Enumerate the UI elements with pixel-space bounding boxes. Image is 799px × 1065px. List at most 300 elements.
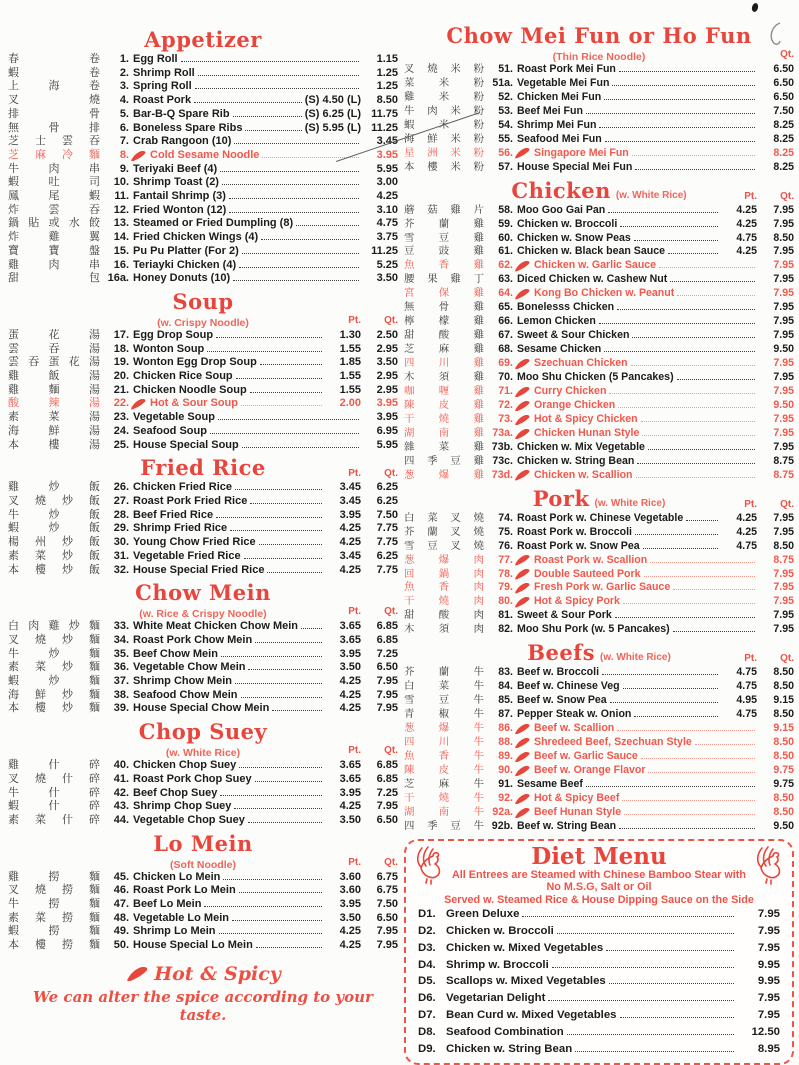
chinese-character: 酸 bbox=[438, 330, 450, 342]
chinese-character: 肉 bbox=[28, 620, 40, 633]
item-chinese bbox=[8, 397, 100, 411]
item-number: 24. bbox=[113, 424, 129, 437]
item-chinese bbox=[404, 779, 484, 792]
chinese-character: 豆 bbox=[450, 455, 461, 467]
hot-spicy-footer bbox=[8, 963, 398, 1024]
item-name: Shrimp Chop Suey bbox=[133, 800, 232, 813]
chinese-character: 燒 bbox=[35, 494, 46, 507]
chinese-character: 四 bbox=[404, 737, 415, 749]
item-chinese bbox=[404, 527, 484, 540]
section-subtitle-row bbox=[8, 857, 398, 870]
chinese-character: 湯 bbox=[89, 424, 100, 437]
item-price: 9.75 bbox=[773, 763, 794, 776]
menu-item bbox=[404, 287, 794, 301]
chinese-character: 鳳 bbox=[8, 190, 19, 203]
chinese-character: 雲 bbox=[8, 342, 19, 355]
chinese-character: 牛 bbox=[473, 737, 484, 749]
item-name: Beef Mei Fun bbox=[517, 104, 583, 117]
menu-section-mei-fun bbox=[404, 24, 794, 175]
item-price: 3.95 bbox=[376, 411, 398, 424]
item-price: 8.25 bbox=[773, 160, 794, 173]
item-name: Boneless Spare Ribs bbox=[133, 121, 243, 134]
chili-icon bbox=[515, 148, 530, 159]
chinese-character: 炒 bbox=[62, 536, 73, 549]
item-chinese bbox=[8, 176, 100, 190]
chinese-character: 麵 bbox=[89, 925, 100, 938]
menu-item bbox=[404, 161, 794, 175]
chinese-character: 素 bbox=[8, 813, 19, 826]
chinese-character: 雞 bbox=[473, 427, 484, 439]
chinese-character: 雞 bbox=[8, 481, 19, 494]
dotted-leader bbox=[619, 71, 755, 72]
chinese-character: 蝦 bbox=[89, 190, 100, 203]
chinese-character: 葱 bbox=[404, 469, 415, 481]
section-title: Chop Suey bbox=[138, 719, 268, 745]
item-name: Vegetable Soup bbox=[133, 411, 215, 424]
chinese-character: 牛 bbox=[473, 778, 484, 790]
dotted-leader bbox=[239, 892, 322, 893]
dotted-leader bbox=[623, 688, 718, 689]
item-price: 6.50 bbox=[773, 90, 794, 103]
chinese-character: 牛 bbox=[473, 764, 484, 776]
menu-item bbox=[8, 634, 398, 648]
item-name: Seafood Mei Fun bbox=[517, 132, 602, 145]
item-number: 50. bbox=[113, 939, 129, 952]
item-name: Shrimp Fried Rice bbox=[133, 522, 228, 535]
chili-icon bbox=[515, 583, 530, 594]
menu-item bbox=[404, 568, 794, 582]
chinese-character: 香 bbox=[438, 750, 450, 762]
dotted-leader bbox=[643, 548, 718, 549]
price-column-headers bbox=[324, 468, 398, 479]
chinese-character: 上 bbox=[8, 80, 19, 93]
chinese-character: 雞 bbox=[473, 330, 484, 342]
dotted-leader bbox=[604, 351, 755, 352]
item-number: 31. bbox=[113, 549, 129, 562]
pt-column-label: Pt. bbox=[744, 190, 757, 202]
chinese-character: 湯 bbox=[89, 370, 100, 383]
item-chinese bbox=[8, 231, 100, 245]
item-name: Fresh Pork w. Garlic Sauce bbox=[534, 581, 671, 594]
item-name: Beef Chow Mein bbox=[133, 647, 218, 660]
chinese-character: 肉 bbox=[48, 162, 60, 175]
item-price-pt: 3.50 bbox=[339, 813, 361, 826]
dotted-leader bbox=[241, 697, 323, 698]
item-chinese bbox=[8, 411, 100, 425]
dotted-leader bbox=[548, 1000, 734, 1001]
dotted-leader bbox=[229, 212, 359, 213]
item-name: Roast Pork w. Broccoli bbox=[517, 525, 632, 538]
dotted-leader bbox=[602, 674, 718, 675]
item-chinese bbox=[8, 272, 100, 286]
diet-menu-item bbox=[418, 923, 780, 940]
menu-item bbox=[404, 259, 794, 273]
item-price-pt: 4.25 bbox=[736, 245, 757, 258]
item-number: 85. bbox=[498, 694, 513, 707]
item-chinese bbox=[404, 624, 484, 637]
dotted-leader bbox=[267, 572, 322, 573]
chinese-character: 燒 bbox=[438, 596, 450, 608]
dotted-leader bbox=[637, 463, 755, 464]
menu-item bbox=[404, 147, 794, 161]
chili-icon bbox=[515, 808, 530, 819]
chinese-character: 菜 bbox=[438, 441, 450, 453]
chinese-character: 什 bbox=[48, 786, 60, 799]
dotted-leader bbox=[221, 656, 322, 657]
item-number: 17. bbox=[113, 328, 129, 341]
menu-item bbox=[404, 245, 794, 259]
chinese-character: 牛 bbox=[8, 898, 19, 911]
item-price: 3.00 bbox=[376, 176, 398, 189]
menu-item bbox=[404, 526, 794, 540]
item-chinese bbox=[8, 759, 100, 773]
menu-section-beefs bbox=[404, 641, 794, 833]
chinese-character: 雞 bbox=[404, 91, 415, 103]
item-price: 8.50 bbox=[376, 94, 398, 107]
item-number: 80. bbox=[498, 595, 513, 608]
qt-column-label: Qt. bbox=[780, 498, 794, 510]
dotted-leader bbox=[198, 75, 359, 76]
item-chinese bbox=[404, 582, 484, 595]
menu-item bbox=[8, 564, 398, 578]
item-number: 61. bbox=[498, 245, 513, 258]
chinese-character: 湯 bbox=[89, 328, 100, 341]
item-price-qt: 7.95 bbox=[376, 688, 398, 701]
item-price: 8.75 bbox=[773, 468, 794, 481]
item-number: 59. bbox=[498, 217, 513, 230]
item-price: 9.50 bbox=[773, 343, 794, 356]
item-price: 7.95 bbox=[757, 1008, 780, 1021]
item-name: Singapore Mei Fun bbox=[534, 146, 629, 159]
chinese-character: 飯 bbox=[89, 494, 100, 507]
item-price-qt: 6.25 bbox=[376, 494, 398, 507]
section-header bbox=[8, 720, 398, 744]
menu-item bbox=[404, 722, 794, 736]
item-number: 39. bbox=[113, 702, 129, 715]
menu-item bbox=[8, 648, 398, 662]
item-price-pt: 4.75 bbox=[736, 680, 757, 693]
item-chinese bbox=[8, 108, 100, 122]
item-name: Beef w. String Bean bbox=[517, 819, 617, 832]
item-price-pt: 4.25 bbox=[736, 511, 757, 524]
item-chinese bbox=[8, 620, 100, 634]
menu-item bbox=[404, 329, 794, 343]
chinese-character: 吞 bbox=[28, 356, 40, 369]
item-number: 13. bbox=[113, 217, 129, 230]
price-column-headers bbox=[324, 314, 398, 327]
item-chinese bbox=[404, 569, 484, 582]
item-chinese bbox=[8, 509, 100, 523]
item-chinese bbox=[404, 120, 484, 133]
dotted-leader bbox=[623, 603, 755, 604]
chili-icon bbox=[515, 724, 530, 735]
dotted-leader bbox=[604, 99, 755, 100]
item-price-pt: 3.95 bbox=[339, 647, 361, 660]
chinese-character: 雞 bbox=[48, 231, 60, 244]
chinese-character: 蝦 bbox=[8, 800, 19, 813]
diet-menu-note: All Entrees are Steamed with Chinese Bamboo Stear with bbox=[452, 868, 746, 881]
item-chinese bbox=[404, 765, 484, 778]
menu-item bbox=[404, 133, 794, 147]
dotted-leader bbox=[242, 447, 359, 448]
item-number: 9. bbox=[119, 162, 129, 175]
menu-item bbox=[8, 925, 398, 939]
item-name: Hot & Spicy Beef bbox=[534, 791, 620, 804]
dotted-leader bbox=[301, 628, 322, 629]
item-number: 7. bbox=[119, 135, 129, 148]
item-name: Teriayki Chicken (4) bbox=[133, 258, 237, 271]
chinese-character: 豆 bbox=[450, 820, 461, 832]
chinese-character: 飯 bbox=[89, 481, 100, 494]
chinese-character: 米 bbox=[450, 64, 461, 75]
item-number: 45. bbox=[113, 870, 129, 883]
section-subtitle: (w. White Rice) bbox=[615, 189, 687, 201]
item-name: Sweet & Sour Pork bbox=[517, 609, 612, 622]
dotted-leader bbox=[233, 280, 359, 281]
chinese-character: 碎 bbox=[89, 772, 100, 785]
item-price-qt: 7.95 bbox=[773, 245, 794, 258]
menu-section-chow-mein bbox=[8, 581, 398, 716]
item-price-qt: 7.95 bbox=[376, 939, 398, 952]
menu-item bbox=[404, 806, 794, 820]
item-price-qt: 2.50 bbox=[376, 328, 398, 341]
chinese-character: 粉 bbox=[473, 147, 484, 159]
item-chinese bbox=[404, 288, 484, 301]
dotted-leader bbox=[634, 240, 718, 241]
item-price: 9.95 bbox=[757, 958, 780, 971]
item-number: 89. bbox=[498, 749, 513, 762]
menu-section-lo-mein bbox=[8, 832, 398, 953]
item-name: Roast Pork w. Chinese Vegetable bbox=[517, 511, 684, 524]
menu-item bbox=[404, 581, 794, 595]
chinese-character: 什 bbox=[62, 813, 73, 826]
item-chinese bbox=[404, 470, 484, 483]
item-price: 7.95 bbox=[773, 412, 794, 425]
section-header bbox=[8, 581, 398, 605]
chinese-character: 雲 bbox=[48, 203, 60, 216]
item-price-pt: 3.60 bbox=[339, 884, 361, 897]
qt-column-label: Qt. bbox=[780, 190, 794, 202]
chinese-character: 骨 bbox=[89, 107, 100, 120]
dotted-leader bbox=[194, 102, 302, 103]
item-chinese bbox=[404, 555, 484, 568]
chinese-character: 菜 bbox=[35, 549, 46, 562]
item-number: 78. bbox=[498, 567, 513, 580]
item-price: 7.95 bbox=[773, 357, 794, 370]
chinese-character: 貼 bbox=[28, 217, 40, 230]
dotted-leader bbox=[617, 309, 755, 310]
menu-item bbox=[404, 820, 794, 834]
menu-item bbox=[8, 912, 398, 926]
item-price-pt: 4.75 bbox=[736, 708, 757, 721]
chinese-character: 白 bbox=[404, 681, 415, 693]
item-price-pt: 4.25 bbox=[339, 702, 361, 715]
section-title: Fried Rice bbox=[140, 455, 266, 481]
item-number: 25. bbox=[113, 438, 129, 451]
section-title: Chicken bbox=[511, 177, 611, 203]
item-name: Hot & Spicy Chicken bbox=[534, 412, 638, 425]
menu-item bbox=[404, 554, 794, 568]
chinese-character: 鮮 bbox=[48, 424, 60, 437]
item-price-qt: 7.25 bbox=[376, 647, 398, 660]
dotted-leader bbox=[636, 477, 755, 478]
chinese-character: 牛 bbox=[8, 647, 19, 660]
chinese-character: 卷 bbox=[89, 66, 100, 79]
chinese-character: 炒 bbox=[62, 688, 73, 701]
item-number: 26. bbox=[113, 481, 129, 494]
item-chinese bbox=[404, 456, 484, 469]
item-name: Seafood Chow Mein bbox=[133, 688, 238, 701]
chinese-character: 雞 bbox=[473, 302, 484, 314]
chinese-character: 本 bbox=[8, 702, 19, 715]
item-price: 1.15 bbox=[376, 53, 398, 65]
pt-column-label: Pt. bbox=[348, 856, 361, 868]
menu-item bbox=[8, 884, 398, 898]
dotted-leader bbox=[272, 710, 322, 711]
dotted-leader bbox=[218, 419, 359, 420]
menu-item bbox=[404, 441, 794, 455]
chinese-character: 魚 bbox=[404, 582, 415, 594]
item-price-pt: 3.50 bbox=[339, 661, 361, 674]
chinese-character: 雞 bbox=[48, 620, 60, 633]
item-price-qt: 7.95 bbox=[376, 702, 398, 715]
chinese-character: 蘭 bbox=[438, 667, 450, 679]
dotted-leader bbox=[668, 253, 718, 254]
chinese-character: 麵 bbox=[48, 383, 60, 396]
item-name: Lemon Chicken bbox=[517, 315, 596, 328]
item-number: 75. bbox=[498, 525, 513, 538]
menu-item bbox=[8, 509, 398, 523]
item-name: Beef w. Garlic Sauce bbox=[534, 749, 638, 762]
chinese-character: 豉 bbox=[438, 246, 450, 258]
chinese-character: 菜 bbox=[35, 813, 46, 826]
item-number: 19. bbox=[113, 356, 129, 369]
item-name: Shrimp Chow Mein bbox=[133, 675, 232, 688]
item-name: House Special Soup bbox=[133, 438, 239, 451]
item-name: Chicken Fried Rice bbox=[133, 481, 233, 494]
item-name: Roast Pork w. Scallion bbox=[534, 553, 648, 566]
item-number: 84. bbox=[498, 680, 513, 693]
dotted-leader bbox=[641, 758, 755, 759]
item-number: 92. bbox=[498, 791, 513, 804]
menu-item bbox=[8, 204, 398, 218]
chinese-character: 川 bbox=[438, 358, 450, 370]
item-number: 58. bbox=[498, 203, 513, 216]
item-number: 2. bbox=[119, 66, 129, 79]
menu-item bbox=[8, 80, 398, 94]
item-price-pt: 3.95 bbox=[339, 508, 361, 521]
item-number: D9. bbox=[418, 1042, 436, 1055]
dotted-leader bbox=[296, 225, 359, 226]
section-title: Chow Mei Fun or Ho Fun bbox=[446, 23, 752, 48]
item-number: 71. bbox=[498, 385, 513, 398]
item-price-qt: 8.50 bbox=[773, 708, 794, 721]
item-name: Beef Fried Rice bbox=[133, 508, 214, 521]
menu-item bbox=[404, 792, 794, 806]
item-name: Roast Pork Fried Rice bbox=[133, 494, 248, 507]
qt-column-label: Qt. bbox=[780, 49, 794, 60]
dotted-leader bbox=[250, 392, 322, 393]
chinese-character: 雞 bbox=[473, 386, 484, 398]
item-price-pt: 3.60 bbox=[339, 870, 361, 883]
chinese-character: 牛 bbox=[473, 750, 484, 762]
item-price: 3.10 bbox=[376, 203, 398, 216]
chinese-character: 木 bbox=[404, 372, 415, 384]
chinese-character: 盤 bbox=[89, 244, 100, 257]
chinese-character: 湯 bbox=[89, 383, 100, 396]
chinese-character: 骨 bbox=[48, 121, 60, 134]
item-number: 23. bbox=[113, 411, 129, 424]
chinese-character: 香 bbox=[438, 260, 450, 272]
chinese-character: 豆 bbox=[427, 540, 438, 552]
menu-item bbox=[8, 329, 398, 343]
chinese-character: 酸 bbox=[8, 397, 19, 410]
item-number: 63. bbox=[498, 273, 513, 286]
chinese-character: 燒 bbox=[35, 772, 46, 785]
item-name: Chicken w. Snow Peas bbox=[517, 231, 631, 244]
item-price-qt: 7.25 bbox=[376, 786, 398, 799]
menu-item bbox=[8, 675, 398, 689]
chinese-character: 雪 bbox=[404, 540, 415, 552]
item-name: Chicken w. Scallion bbox=[534, 468, 633, 481]
menu-item bbox=[8, 773, 398, 787]
item-chinese bbox=[404, 793, 484, 806]
chinese-character: 湯 bbox=[89, 342, 100, 355]
item-price: 7.95 bbox=[773, 623, 794, 636]
item-name: Wonton Soup bbox=[133, 342, 205, 355]
dotted-leader bbox=[242, 253, 359, 254]
item-price-pt: 3.50 bbox=[339, 911, 361, 924]
dotted-leader bbox=[256, 947, 322, 948]
item-name: Beef Chop Suey bbox=[133, 786, 218, 799]
menu-item bbox=[8, 272, 398, 286]
menu-item bbox=[8, 176, 398, 190]
dotted-leader bbox=[677, 379, 755, 380]
item-price: 7.95 bbox=[773, 385, 794, 398]
item-name: Chicken w. Broccoli bbox=[446, 925, 554, 937]
menu-item bbox=[8, 217, 398, 231]
item-number: 16. bbox=[113, 258, 129, 271]
chinese-character: 麵 bbox=[89, 148, 100, 161]
price-column-headers bbox=[324, 744, 398, 757]
chinese-character: 菜 bbox=[427, 512, 438, 524]
dotted-leader bbox=[635, 534, 718, 535]
menu-item bbox=[8, 620, 398, 634]
item-price-pt: 4.75 bbox=[736, 666, 757, 679]
item-number: 37. bbox=[113, 675, 129, 688]
menu-item bbox=[8, 108, 398, 122]
item-number: 87. bbox=[498, 708, 513, 721]
diet-menu-box bbox=[404, 839, 794, 1065]
chinese-character: 花 bbox=[48, 328, 60, 341]
chinese-character: 四 bbox=[404, 358, 415, 370]
chinese-character: 蝦 bbox=[8, 925, 19, 938]
item-name: Crab Rangoon (10) bbox=[133, 135, 232, 148]
item-number: 81. bbox=[498, 609, 513, 622]
menu-item bbox=[404, 778, 794, 792]
chinese-character: 果 bbox=[427, 274, 438, 286]
diet-menu-item bbox=[418, 990, 780, 1007]
dotted-leader bbox=[659, 267, 755, 268]
chinese-character: 甜 bbox=[8, 272, 19, 285]
item-number: 47. bbox=[113, 898, 129, 911]
chinese-character: 炒 bbox=[48, 481, 60, 494]
qt-column-label: Qt. bbox=[780, 653, 794, 665]
chinese-character: 本 bbox=[404, 161, 415, 173]
section-subtitle-row bbox=[8, 745, 398, 758]
pt-column-label: Pt. bbox=[348, 468, 361, 480]
item-price: 7.95 bbox=[773, 371, 794, 384]
